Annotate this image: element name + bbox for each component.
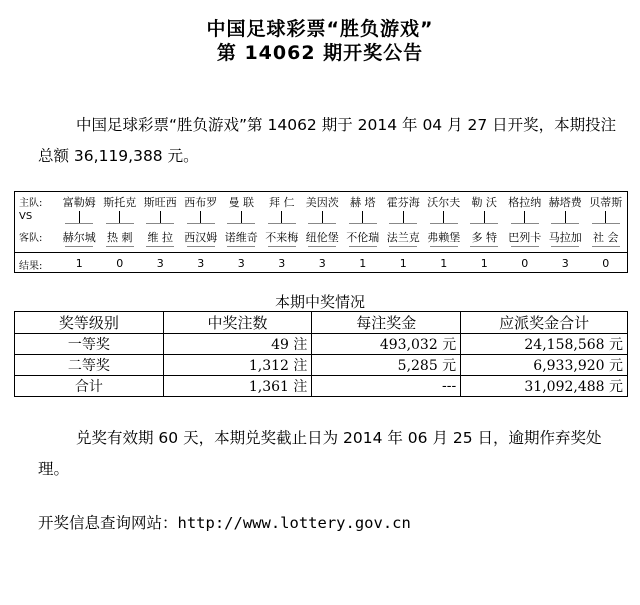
home-team: 赫 塔 (350, 196, 376, 209)
vs-bar (241, 211, 242, 223)
home-team: 拜 仁 (269, 196, 295, 209)
home-team: 格拉纳 (508, 196, 542, 209)
match-grid (14, 191, 628, 273)
match-column (464, 192, 505, 272)
announcement-title: 中国足球彩票“胜负游戏” (206, 18, 434, 40)
vs-bar (524, 211, 525, 223)
team-divider (389, 223, 417, 224)
match-column (343, 192, 384, 272)
away-team: 维 拉 (147, 231, 173, 244)
total-payout-cell: 6,933,920 元 (461, 355, 628, 376)
match-column (59, 192, 100, 272)
team-divider (187, 223, 215, 224)
home-team: 斯托克 (103, 196, 137, 209)
team-divider (551, 223, 579, 224)
home-team: 贝蒂斯 (589, 196, 623, 209)
header-prize-per-ticket: 每注奖金 (312, 312, 461, 334)
match-column (424, 192, 465, 272)
team-divider (551, 246, 579, 247)
header-prize-level: 奖等级别 (15, 312, 164, 334)
vs-bar (565, 211, 566, 223)
home-team: 霍芬海 (386, 196, 420, 209)
away-team: 社 会 (593, 231, 619, 244)
home-team: 美因茨 (305, 196, 339, 209)
match-column (100, 192, 141, 272)
match-result: 3 (237, 257, 245, 270)
team-divider (146, 223, 174, 224)
away-team: 弗赖堡 (427, 231, 461, 244)
match-result: 3 (278, 257, 286, 270)
match-column (505, 192, 546, 272)
prize-table-caption: 本期中奖情况 (274, 293, 365, 311)
home-team: 斯旺西 (143, 196, 177, 209)
team-divider (308, 246, 336, 247)
away-team-label: 客队: (19, 233, 43, 244)
team-divider (470, 223, 498, 224)
prize-header-row (15, 312, 628, 334)
header-total-payout: 应派奖金合计 (461, 312, 628, 334)
website-label: 开奖信息查询网站： (38, 514, 178, 532)
away-team: 诺维奇 (224, 231, 258, 244)
table-row (15, 376, 628, 397)
vs-bar (322, 211, 323, 223)
prize-per-ticket-cell: 5,285 元 (312, 355, 461, 376)
intro-paragraph: 中国足球彩票“胜负游戏”第 14062 期于 2014 年 04 月 27 日开奖，本期投注总额 36,119,388 元。 (38, 116, 617, 165)
vs-bar (79, 211, 80, 223)
team-divider (349, 246, 377, 247)
match-result: 3 (561, 257, 569, 270)
match-column (586, 192, 627, 272)
team-divider (592, 223, 620, 224)
winning-count-cell: 1,312 注 (163, 355, 312, 376)
result-label: 结果: (19, 261, 43, 272)
match-column (302, 192, 343, 272)
vs-bar (403, 211, 404, 223)
match-result: 3 (318, 257, 326, 270)
website-info (38, 508, 411, 539)
team-divider (268, 223, 296, 224)
home-team: 勒 沃 (471, 196, 497, 209)
match-column (221, 192, 262, 272)
prize-level-cell: 二等奖 (15, 355, 164, 376)
table-row (15, 334, 628, 355)
away-team: 西汉姆 (184, 231, 218, 244)
match-result: 1 (359, 257, 367, 270)
prize-level-cell: 合计 (15, 376, 164, 397)
team-divider (227, 246, 255, 247)
team-divider (146, 246, 174, 247)
validity-notice: 兑奖有效期 60 天，本期兑奖截止日为 2014 年 06 月 25 日，逾期作弃奖处理。 (38, 429, 602, 478)
away-team: 多 特 (471, 231, 497, 244)
away-team: 纽伦堡 (305, 231, 339, 244)
away-team: 不来梅 (265, 231, 299, 244)
match-result: 3 (156, 257, 164, 270)
vs-bar (119, 211, 120, 223)
match-result: 0 (521, 257, 529, 270)
match-column (262, 192, 303, 272)
vs-label: VS (19, 211, 33, 222)
team-divider (349, 223, 377, 224)
home-team: 曼 联 (228, 196, 254, 209)
vs-bar (200, 211, 201, 223)
team-divider (430, 223, 458, 224)
match-result: 3 (197, 257, 205, 270)
team-divider (430, 246, 458, 247)
header-winning-count: 中奖注数 (163, 312, 312, 334)
website-link[interactable]: http://www.lottery.gov.cn (177, 514, 411, 532)
match-result: 1 (480, 257, 488, 270)
home-team: 赫塔费 (548, 196, 582, 209)
prize-per-ticket-cell: --- (312, 376, 461, 397)
team-divider (106, 223, 134, 224)
match-column (383, 192, 424, 272)
team-divider (511, 246, 539, 247)
home-team: 富勒姆 (62, 196, 96, 209)
team-divider (227, 223, 255, 224)
total-payout-cell: 31,092,488 元 (461, 376, 628, 397)
away-team: 热 刺 (107, 231, 133, 244)
team-divider (268, 246, 296, 247)
home-team: 沃尔夫 (427, 196, 461, 209)
match-result: 0 (602, 257, 610, 270)
total-payout-cell: 24,158,568 元 (461, 334, 628, 355)
prize-per-ticket-cell: 493,032 元 (312, 334, 461, 355)
match-result: 1 (440, 257, 448, 270)
team-divider (187, 246, 215, 247)
team-divider (592, 246, 620, 247)
winning-count-cell: 49 注 (163, 334, 312, 355)
prize-table (14, 311, 628, 397)
table-row (15, 355, 628, 376)
match-result: 0 (116, 257, 124, 270)
vs-bar (605, 211, 606, 223)
team-divider (308, 223, 336, 224)
team-divider (470, 246, 498, 247)
team-divider (65, 246, 93, 247)
away-team: 赫尔城 (62, 231, 96, 244)
match-result: 1 (399, 257, 407, 270)
away-team: 法兰克 (386, 231, 420, 244)
team-divider (65, 223, 93, 224)
team-divider (106, 246, 134, 247)
team-divider (389, 246, 417, 247)
winning-count-cell: 1,361 注 (163, 376, 312, 397)
away-team: 马拉加 (548, 231, 582, 244)
announcement-subtitle: 第 14062 期开奖公告 (216, 42, 424, 64)
away-team: 巴列卡 (508, 231, 542, 244)
match-result: 1 (75, 257, 83, 270)
vs-bar (160, 211, 161, 223)
prize-level-cell: 一等奖 (15, 334, 164, 355)
home-team: 西布罗 (184, 196, 218, 209)
vs-bar (281, 211, 282, 223)
vs-bar (362, 211, 363, 223)
home-team-label: 主队: (19, 198, 43, 209)
match-column (545, 192, 586, 272)
vs-bar (443, 211, 444, 223)
vs-bar (484, 211, 485, 223)
match-column (140, 192, 181, 272)
team-divider (511, 223, 539, 224)
match-column (181, 192, 222, 272)
away-team: 不伦瑞 (346, 231, 380, 244)
